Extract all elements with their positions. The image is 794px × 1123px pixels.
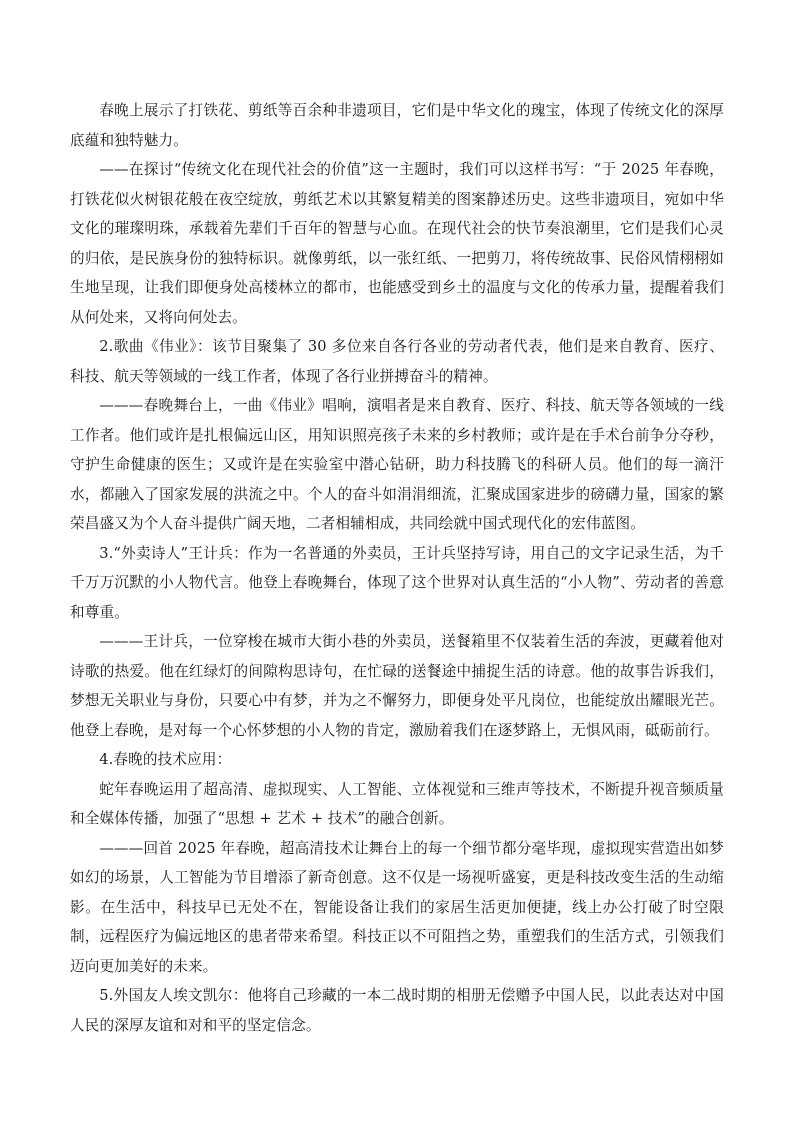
paragraph-foreign-friend: 5.外国友人埃文凯尔：他将自己珍藏的一本二战时期的相册无偿赠予中国人民，以此表达对中国人民的深厚友谊和对和平的坚定信念。 <box>70 987 724 1034</box>
paragraph-delivery-poet: 3.“外卖诗人”王计兵：作为一名普通的外卖员，王计兵坚持写诗，用自己的文字记录生活，为千千万万沉默的小人物代言。他登上春晚舞台，体现了这个世界对认真生活的“小人物”、劳动者的善意和尊重。 <box>70 544 724 621</box>
paragraph-technology-writing-example: ———回首 2025 年春晚，超高清技术让舞台上的每一个细节都分毫毕现，虚拟现实营造出如梦如幻的场景，人工智能为节目增添了新奇创意。这不仅是一场视听盛宴，更是科技改变生活的生动缩影。在生活中，科技早已无处不在，智能设备让我们的家居生活更加便捷，线上办公打破了时空限制，远程医疗为偏远地区的患者带来希望。科技正以不可阻挡之势，重塑我们的生活方式，引领我们迈向更加美好的未来。 <box>70 839 724 975</box>
paragraph-technology-heading: 4.春晚的技术应用： <box>99 751 232 768</box>
paragraph-heritage-writing-example: ——在探讨“传统文化在现代社会的价值”这一主题时，我们可以这样书写：“于 2025 年春晚，打铁花似火树银花般在夜空绽放，剪纸艺术以其繁复精美的图案静述历史。这些非遗项目，宛如中华文化的璀璨明珠，承载着先辈们千百年的智慧与心血。在现代社会的快节奏浪潮里，它们是我们心灵的归依，是民族身份的独特标识。就像剪纸，以一张红纸、一把剪刀，将传统故事、民俗风情栩栩如生地呈现，让我们即便身处高楼林立的都市，也能感受到乡土的温度与文化的传承力量，提醒着我们从何处来，又将向何处去。 <box>70 161 724 326</box>
paragraph-intangible-heritage: 春晚上展示了打铁花、剪纸等百余种非遗项目，它们是中华文化的瑰宝，体现了传统文化的深厚底蕴和独特魅力。 <box>70 102 724 149</box>
paragraph-delivery-poet-writing-example: ———王计兵，一位穿梭在城市大街小巷的外卖员，送餐箱里不仅装着生活的奔波，更藏着他对诗歌的热爱。他在红绿灯的间隙构思诗句，在忙碌的送餐途中捕捉生活的诗意。他的故事告诉我们，梦想无关职业与身份，只要心中有梦，并为之不懈努力，即便身处平凡岗位，也能绽放出耀眼光芒。他登上春晚，是对每一个心怀梦想的小人物的肯定，激励着我们在逐梦路上，无惧风雨，砥砺前行。 <box>70 633 724 739</box>
paragraph-weiye-writing-example: ———春晚舞台上，一曲《伟业》唱响，演唱者是来自教育、医疗、科技、航天等各领域的一线工作者。他们或许是扎根偏远山区，用知识照亮孩子未来的乡村教师；或许是在手术台前争分夺秒，守护生命健康的医生；又或许是在实验室中潜心钻研，助力科技腾飞的科研人员。他们的每一滴汗水，都融入了国家发展的洪流之中。个人的奋斗如涓涓细流，汇聚成国家进步的磅礴力量，国家的繁荣昌盛又为个人奋斗提供广阔天地，二者相辅相成，共同绘就中国式现代化的宏伟蓝图。 <box>70 397 724 532</box>
paragraph-technology: 蛇年春晚运用了超高清、虚拟现实、人工智能、立体视觉和三维声等技术，不断提升视音频质量和全媒体传播，加强了“思想 + 艺术 + 技术”的融合创新。 <box>70 780 724 827</box>
paragraph-song-weiye: 2.歌曲《伟业》：该节目聚集了 30 多位来自各行各业的劳动者代表，他们是来自教育、医疗、科技、航天等领域的一线工作者，体现了各行业拼搏奋斗的精神。 <box>70 338 724 385</box>
document-body <box>70 96 724 1040</box>
